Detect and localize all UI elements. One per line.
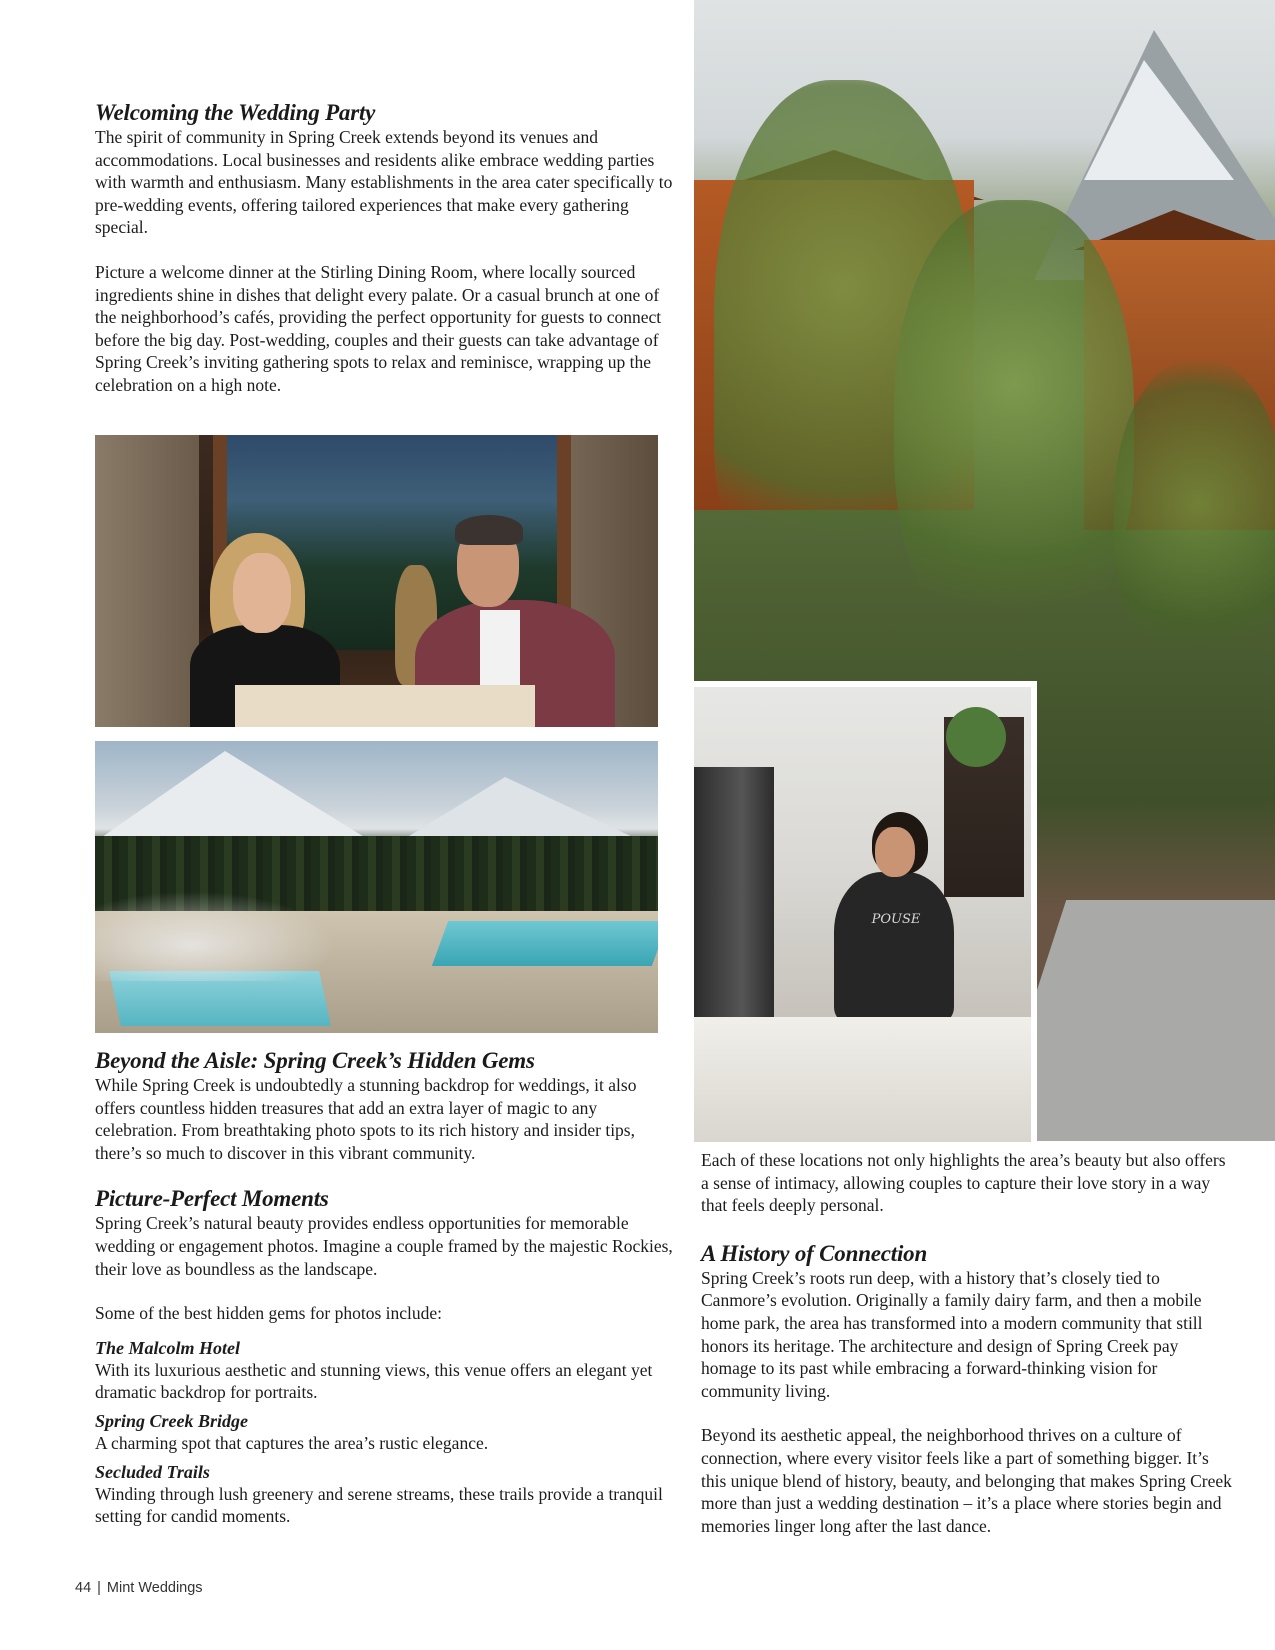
paragraph: Spring Creek’s natural beauty provides endless opportunities for memorable wedding or engagement photos. Imagine a couple framed by the majestic Rockies, their love as boundless as the landscape.	[95, 1213, 673, 1279]
page-footer	[75, 1580, 203, 1596]
section-heading: A History of Connection	[701, 1240, 928, 1266]
gem-name: Spring Creek Bridge	[95, 1410, 249, 1431]
left-column-bottom	[95, 1048, 680, 1528]
tree	[894, 200, 1134, 660]
barista-face	[875, 827, 915, 877]
swimming-pool	[432, 921, 658, 966]
page-number: 44	[75, 1580, 92, 1596]
right-column	[701, 1149, 1236, 1537]
gems-intro: Some of the best hidden gems for photos include:	[95, 1303, 443, 1324]
section-heading: Beyond the Aisle: Spring Creek’s Hidden Gems	[95, 1048, 535, 1073]
left-column-top	[95, 100, 675, 397]
gem-description: Winding through lush greenery and serene streams, these trails provide a tranquil setting for candid moments.	[95, 1483, 663, 1527]
dining-table	[235, 685, 535, 727]
paragraph: Each of these locations not only highlights the area’s beauty but also offers a sense of intimacy, allowing couples to capture their love story in a way that feels deeply personal.	[701, 1150, 1226, 1216]
barista-body	[834, 872, 954, 1022]
woman-face	[233, 553, 291, 633]
section-heading: Picture-Perfect Moments	[95, 1186, 329, 1212]
cafe-barista-photo	[694, 681, 1037, 1148]
gem-name: The Malcolm Hotel	[95, 1337, 240, 1358]
footer-separator: |	[97, 1580, 101, 1596]
pool-photo	[95, 741, 658, 1033]
gem-item	[95, 1461, 680, 1528]
wall	[95, 435, 199, 727]
gem-item	[95, 1410, 680, 1455]
gem-description: A charming spot that captures the area’s rustic elegance.	[95, 1432, 489, 1453]
paragraph: The spirit of community in Spring Creek extends beyond its venues and accommodations. Local businesses and residents alike embrace wedding parties with warmth and enthusiasm. Many establishments in the area cater specifically to pre-wedding events, offering tailored experiences that make every gathering special.	[95, 127, 673, 238]
apron-logo: POUSE	[871, 912, 921, 927]
mountain-snow	[1084, 60, 1234, 180]
dinner-photo	[95, 435, 658, 727]
section-heading: Welcoming the Wedding Party	[95, 100, 376, 125]
tree	[1114, 360, 1275, 680]
gem-description: With its luxurious aesthetic and stunning views, this venue offers an elegant yet dramatic backdrop for portraits.	[95, 1359, 653, 1403]
man-hair	[455, 515, 523, 545]
gem-name: Secluded Trails	[95, 1461, 210, 1482]
plant	[946, 707, 1006, 767]
paragraph: Spring Creek’s roots run deep, with a history that’s closely tied to Canmore’s evolution. Originally a family dairy farm, and then a mobile home park, the area has transformed into a modern community that still honors its heritage. The architecture and design of Spring Creek pay homage to its past while embracing a forward-thinking vision for community living.	[701, 1267, 1203, 1401]
steam	[95, 891, 335, 981]
paragraph: Beyond its aesthetic appeal, the neighborhood thrives on a culture of connection, where every visitor feels like a part of something bigger. It’s this unique blend of history, beauty, and belonging that makes Spring Creek more than just a wedding destination – it’s a place where stories begin and memories linger long after the last dance.	[701, 1425, 1232, 1536]
gem-item	[95, 1337, 680, 1404]
publication-name: Mint Weddings	[106, 1580, 203, 1596]
paragraph: Picture a welcome dinner at the Stirling Dining Room, where locally sourced ingredients shine in dishes that delight every palate. Or a casual brunch at one of the neighborhood’s cafés, providing the perfect opportunity for guests to connect before the big day. Post-wedding, couples and their guests can take advantage of Spring Creek’s inviting gathering spots to relax and reminisce, wrapping up the celebration on a high note.	[95, 261, 662, 395]
paragraph: While Spring Creek is undoubtedly a stunning backdrop for weddings, it also offers countless hidden treasures that add an extra layer of magic to any celebration. From breathtaking photo spots to its rich history and insider tips, there’s so much to discover in this vibrant community.	[95, 1075, 637, 1163]
cafe-counter	[694, 1017, 1031, 1142]
